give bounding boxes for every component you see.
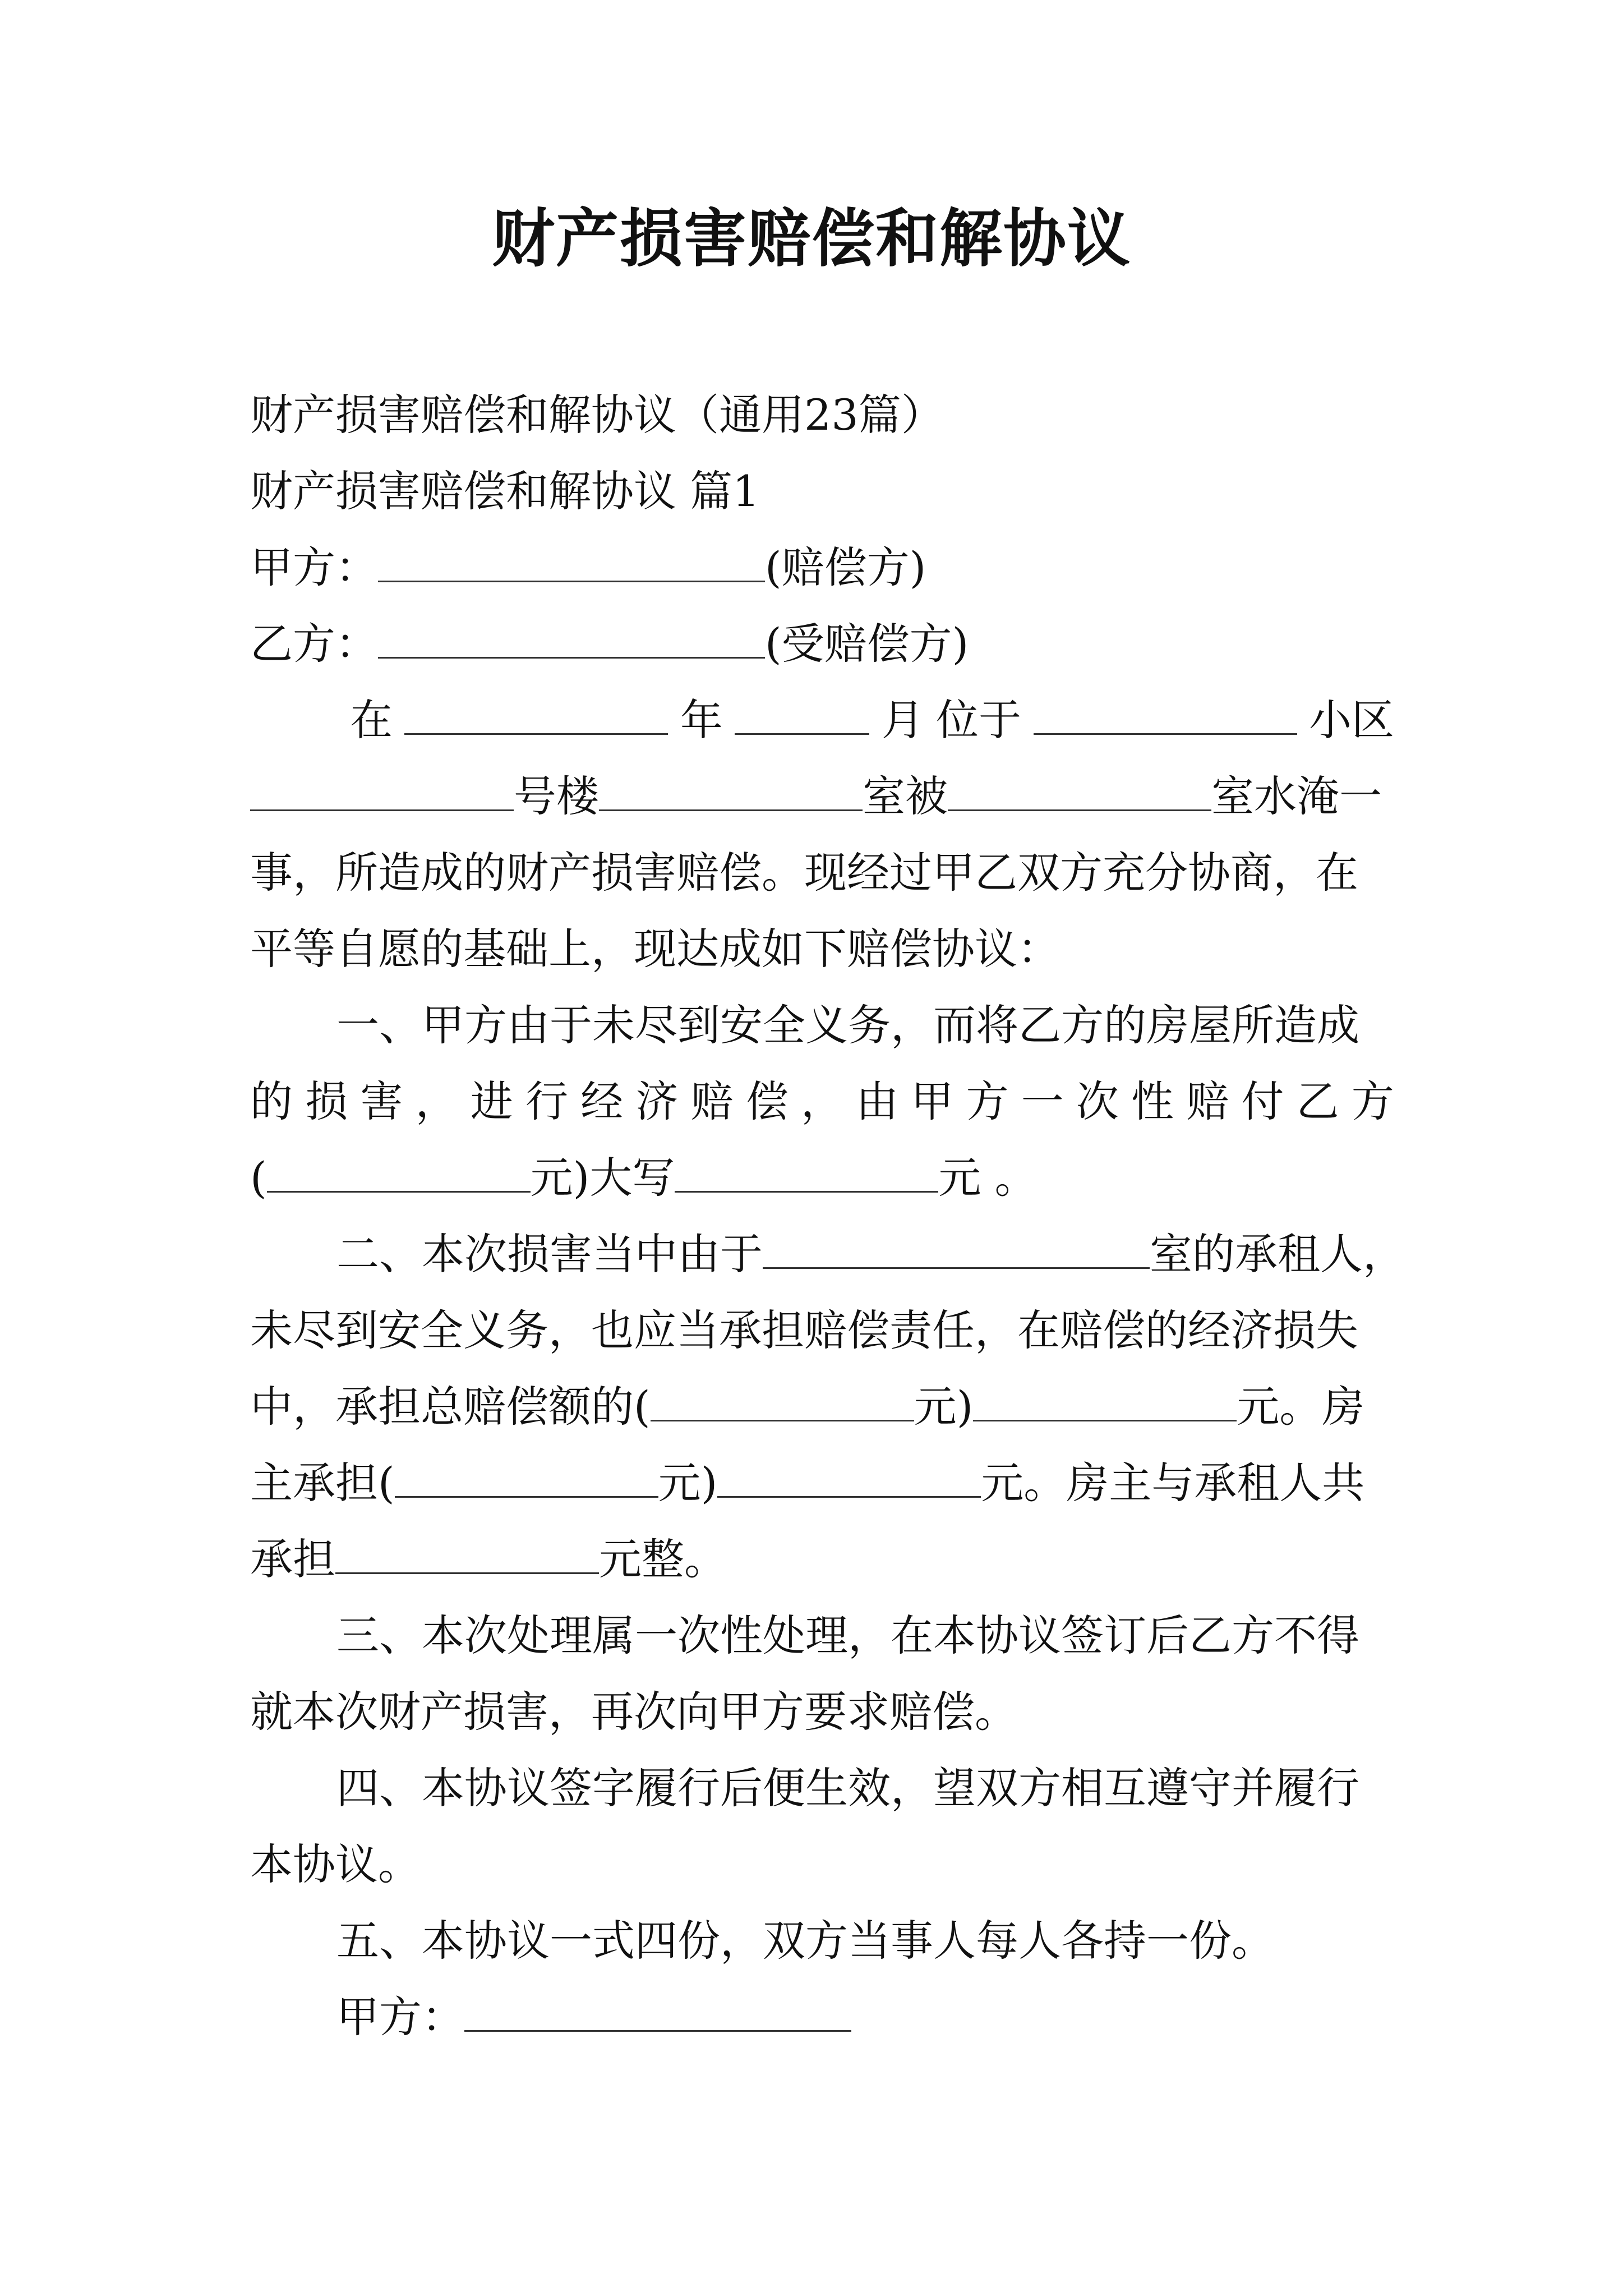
incident-community: 小区 — [1308, 695, 1394, 745]
clause-2-line-3-c: 元。房 — [1237, 1382, 1365, 1432]
party-b-role: (受赔偿方) — [765, 619, 969, 669]
building-blank[interactable] — [599, 770, 863, 811]
clause-1-line-2-char: 一 — [1021, 1076, 1064, 1126]
clause-1-line-2-char: 害 — [360, 1076, 403, 1126]
party-b-blank[interactable] — [378, 618, 765, 659]
tenant-room-blank[interactable] — [763, 1228, 1150, 1269]
clause-2-line-4 — [250, 1455, 1394, 1511]
clause-2-suffix: 室的承租人， — [1150, 1229, 1405, 1279]
incident-line-1 — [350, 692, 1394, 748]
clause-4-line-2: 本协议。 — [250, 1839, 421, 1889]
incident-line-4: 平等自愿的基础上，现达成如下赔偿协议： — [250, 924, 1060, 974]
clause-2-line-3-b: 元) — [914, 1382, 974, 1432]
clause-1-line-2-char: 经 — [580, 1076, 624, 1126]
clause-1-open-paren: ( — [250, 1153, 267, 1203]
clause-2-line-4-c: 元。房主与承租人共 — [981, 1458, 1365, 1508]
month-blank[interactable] — [735, 694, 869, 735]
document-title: 财产损害赔偿和解协议 — [492, 203, 1131, 275]
clause-1-yuan-end: 元 。 — [938, 1153, 1038, 1203]
clause-1-line-2-char: 损 — [305, 1076, 348, 1126]
clause-2-line-1 — [336, 1226, 1405, 1282]
clause-2-line-5 — [250, 1531, 1394, 1588]
incident-building: 号楼 — [514, 771, 599, 821]
owner-share-blank[interactable] — [395, 1457, 658, 1498]
incident-month: 月 — [881, 695, 924, 745]
clause-2-line-2: 未尽到安全义务，也应当承担赔偿责任，在赔偿的经济损失 — [250, 1305, 1358, 1355]
incident-line-3: 事，所造成的财产损害赔偿。现经过甲乙双方充分协商，在 — [250, 848, 1358, 898]
clause-2-line-5-b: 元整。 — [599, 1534, 727, 1584]
community-blank[interactable] — [250, 770, 514, 811]
clause-1-line-2 — [250, 1074, 1394, 1130]
signature-party-a-label: 甲方： — [336, 1992, 464, 2042]
party-a-line — [250, 540, 1394, 596]
clause-1-line-2-char: 方 — [966, 1076, 1009, 1126]
clause-1-line-2-char: ， — [415, 1076, 458, 1126]
clause-2-line-5-a: 承担 — [250, 1534, 335, 1584]
clause-1-line-2-char: 乙 — [1296, 1076, 1339, 1126]
room-blank[interactable] — [948, 770, 1211, 811]
clause-1-line-2-char: 行 — [525, 1076, 568, 1126]
clause-1-line-2-char: ， — [800, 1076, 843, 1126]
year-blank[interactable] — [404, 694, 668, 735]
clause-1-line-2-char: 由 — [856, 1076, 899, 1126]
clause-1-line-2-char: 进 — [470, 1076, 513, 1126]
clause-1-yuan-capital: 元)大写 — [530, 1153, 675, 1203]
clause-3-line-1: 三、本次处理属一次性处理，在本协议签订后乙方不得 — [336, 1611, 1359, 1660]
clause-1-line-2-char: 方 — [1351, 1076, 1394, 1126]
clause-1-line-2-char: 偿 — [745, 1076, 789, 1126]
incident-at: 在 — [350, 695, 393, 745]
compensation-amount-blank[interactable] — [267, 1152, 531, 1193]
clause-1-line-2-char: 的 — [250, 1076, 293, 1126]
joint-share-blank[interactable] — [335, 1533, 599, 1574]
clause-2-line-4-b: 元) — [658, 1458, 718, 1508]
party-a-label: 甲方： — [250, 542, 378, 592]
clause-5-line-1: 五、本协议一式四份，双方当事人每人各持一份。 — [336, 1916, 1274, 1966]
incident-room-by: 室被 — [863, 771, 948, 821]
location-blank[interactable] — [1034, 694, 1297, 735]
clause-4-line-1: 四、本协议签字履行后便生效，望双方相互遵守并履行 — [336, 1763, 1359, 1813]
clause-1-line-3 — [250, 1150, 1394, 1206]
clause-1-line-2-char: 赔 — [1186, 1076, 1229, 1126]
signature-party-a-blank[interactable] — [464, 1991, 851, 2032]
party-a-blank[interactable] — [378, 541, 765, 582]
incident-line-2 — [250, 769, 1394, 825]
party-a-role: (赔偿方) — [765, 542, 926, 592]
party-b-line — [250, 616, 1394, 672]
party-b-label: 乙方： — [250, 619, 378, 669]
clause-2-prefix: 二、本次损害当中由于 — [336, 1229, 763, 1279]
tenant-share-capital-blank[interactable] — [973, 1381, 1237, 1421]
incident-room-flooded: 室水淹一 — [1211, 771, 1382, 821]
clause-1-line-2-char: 次 — [1076, 1076, 1119, 1126]
clause-1-line-2-char: 付 — [1241, 1076, 1284, 1126]
clause-2-line-3 — [250, 1379, 1394, 1435]
owner-share-capital-blank[interactable] — [717, 1457, 981, 1498]
clause-1-line-2-char: 赔 — [690, 1076, 734, 1126]
clause-1-line-2-char: 甲 — [911, 1076, 954, 1126]
document-subtitle: 财产损害赔偿和解协议（通用23篇） — [250, 390, 944, 440]
tenant-share-blank[interactable] — [651, 1381, 914, 1421]
clause-2-line-3-a: 中，承担总赔偿额的( — [250, 1382, 651, 1432]
clause-1-line-2-char: 性 — [1131, 1076, 1174, 1126]
incident-located-at: 位于 — [936, 695, 1022, 745]
clause-1-line-1: 一、甲方由于未尽到安全义务，而将乙方的房屋所造成 — [336, 1000, 1359, 1050]
clause-3-line-2: 就本次财产损害，再次向甲方要求赔偿。 — [250, 1687, 1017, 1737]
section-heading: 财产损害赔偿和解协议 篇1 — [250, 466, 760, 516]
clause-2-line-4-a: 主承担( — [250, 1458, 395, 1508]
clause-1-line-2-char: 济 — [635, 1076, 679, 1126]
incident-year: 年 — [680, 695, 723, 745]
compensation-capital-blank[interactable] — [675, 1152, 938, 1193]
signature-line — [336, 1989, 1394, 2045]
